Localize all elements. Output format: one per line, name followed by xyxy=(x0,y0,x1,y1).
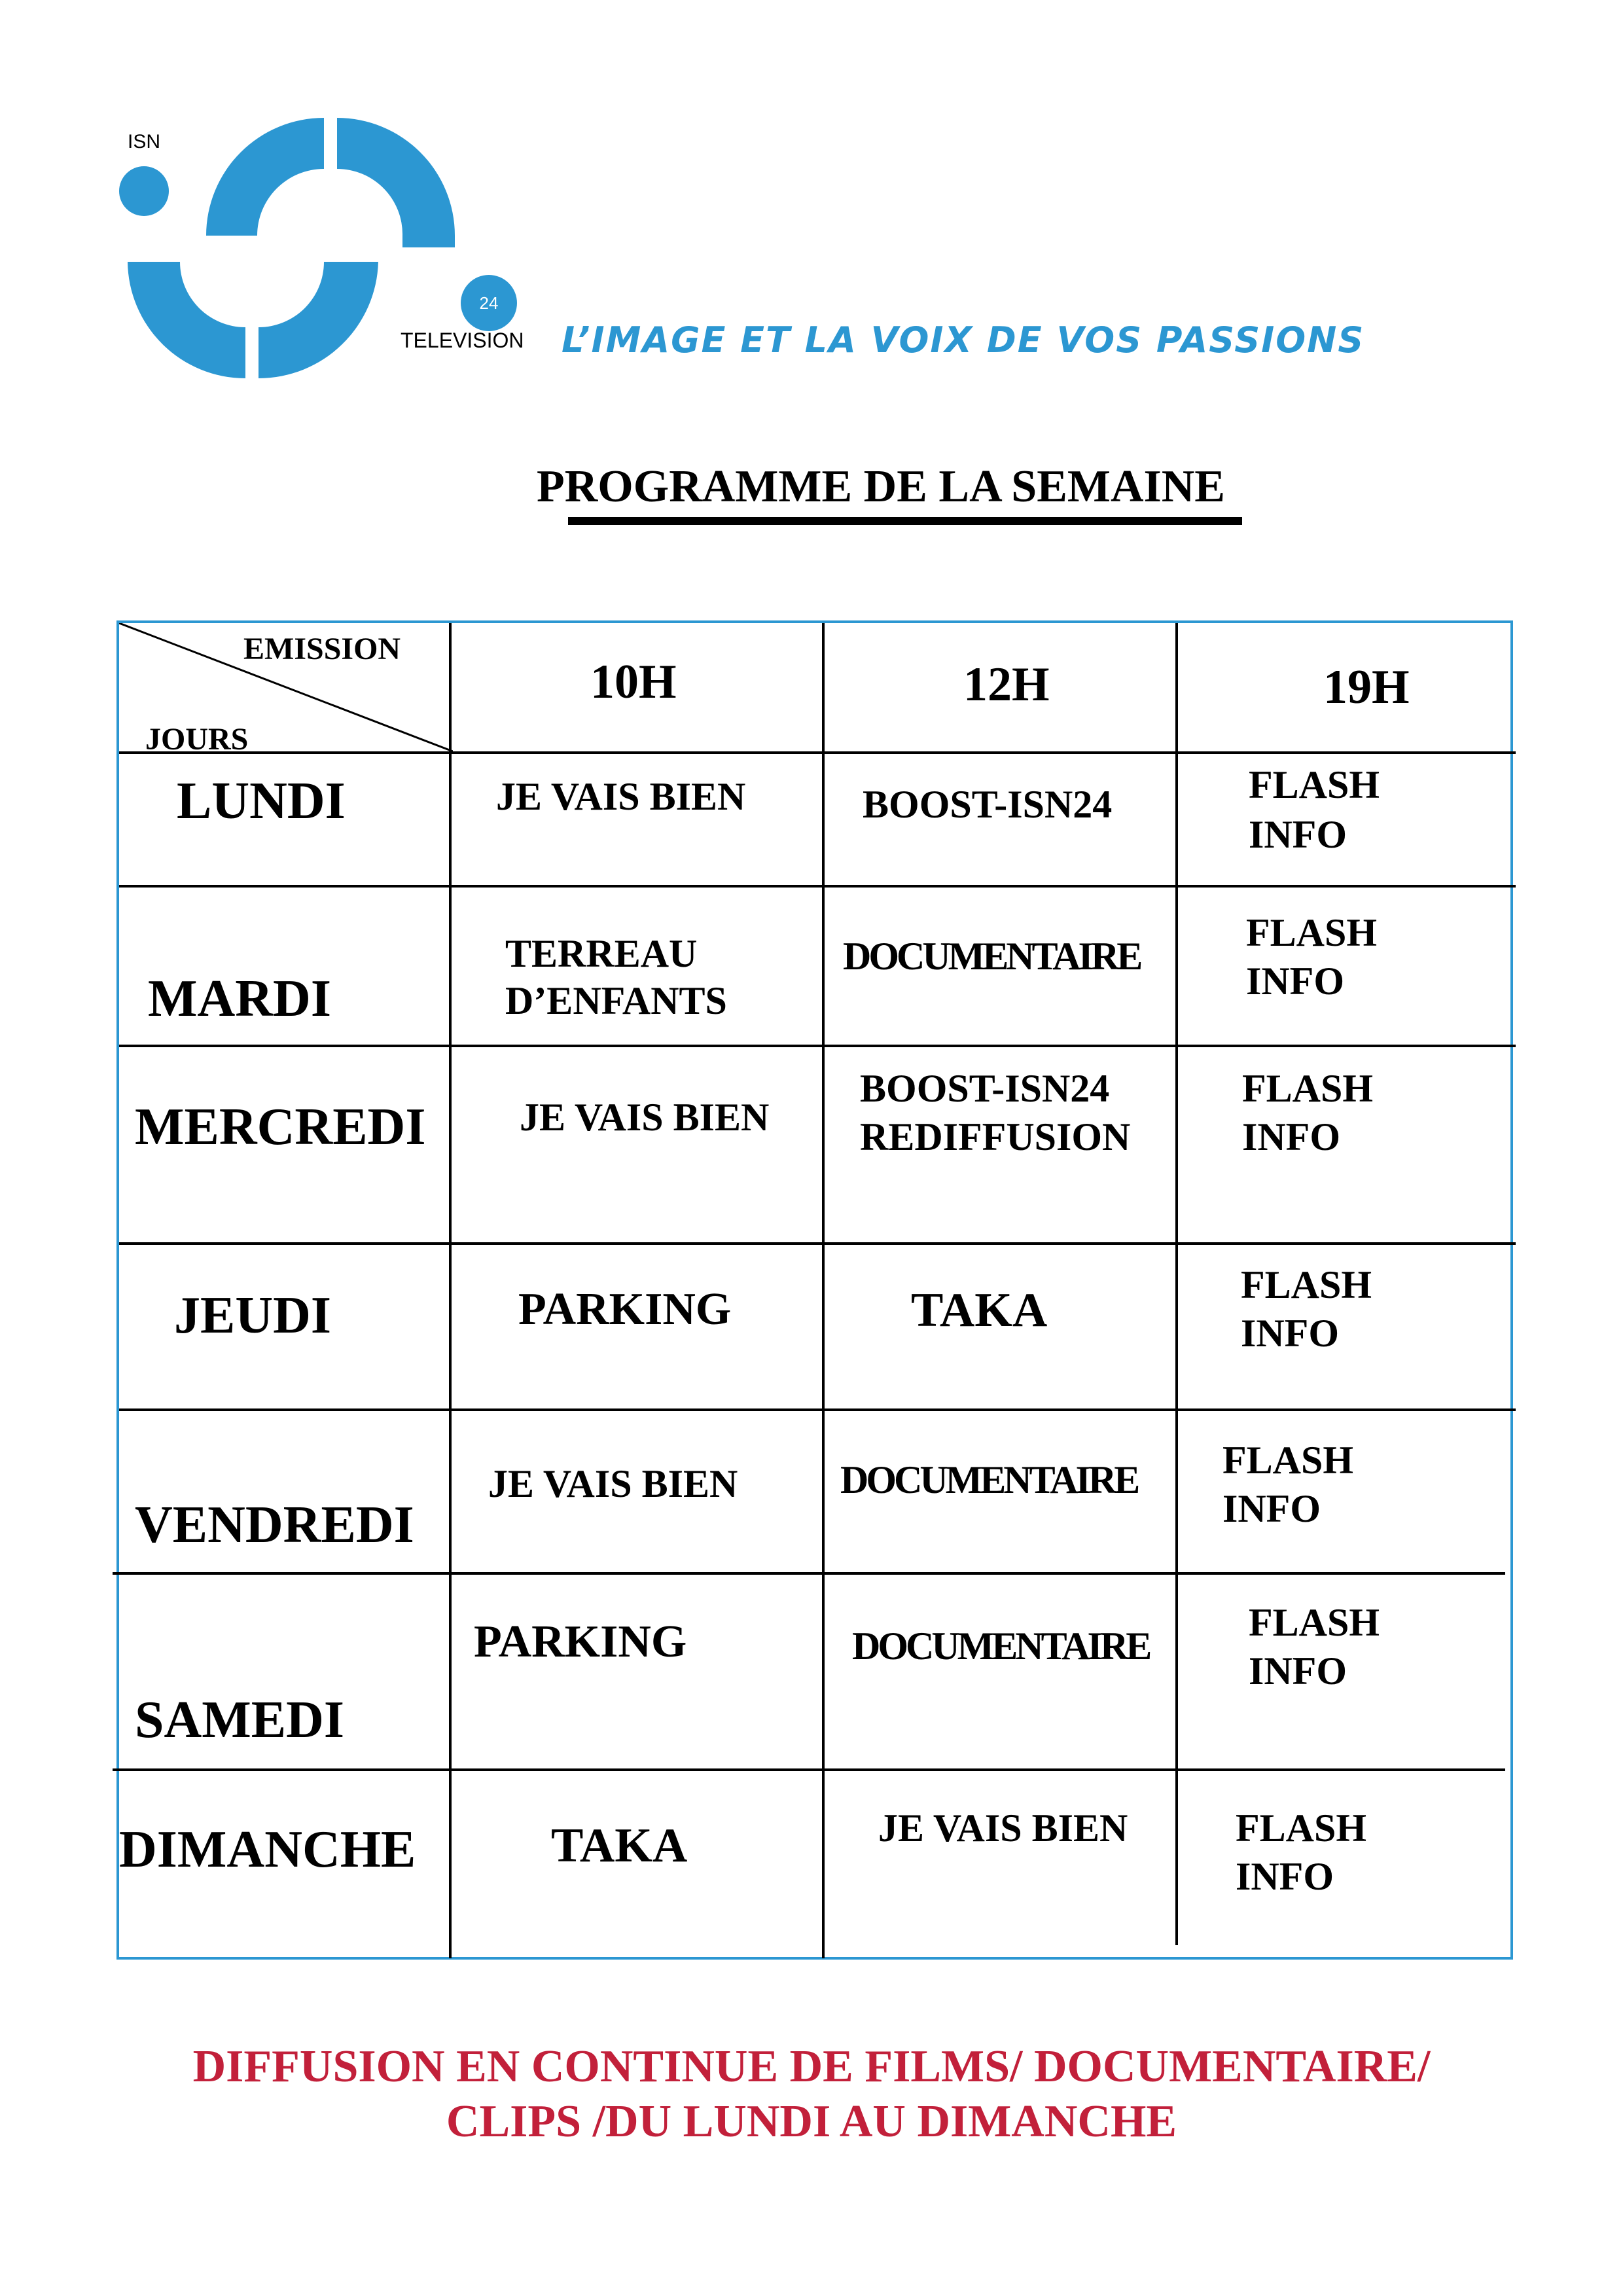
program-cell: INFO xyxy=(1236,1855,1334,1898)
program-cell: PARKING xyxy=(518,1284,732,1335)
program-cell: TAKA xyxy=(551,1819,688,1873)
col-divider-1 xyxy=(449,623,452,1958)
row-divider xyxy=(119,885,1516,888)
program-cell: INFO xyxy=(1222,1487,1321,1530)
day-vendredi: VENDREDI xyxy=(135,1496,414,1554)
corner-jours-label: JOURS xyxy=(145,722,249,757)
logo-24-badge: 24 xyxy=(461,275,517,331)
row-divider xyxy=(119,751,1516,754)
program-cell: FLASH xyxy=(1246,911,1378,954)
day-dimanche: DIMANCHE xyxy=(119,1821,416,1878)
corner-emission-label: EMISSION xyxy=(243,632,401,666)
hour-header-19h: 19H xyxy=(1323,660,1410,714)
program-cell: D’ENFANTS xyxy=(505,979,727,1022)
program-cell: PARKING xyxy=(474,1617,687,1667)
program-cell: INFO xyxy=(1241,1312,1339,1355)
hour-header-10h: 10H xyxy=(590,655,677,709)
row-divider xyxy=(113,1572,1505,1575)
program-cell: TERREAU xyxy=(505,932,698,975)
program-cell: DOCUMENTAIRE xyxy=(852,1624,1150,1668)
day-samedi: SAMEDI xyxy=(135,1691,345,1749)
program-cell: DOCUMENTAIRE xyxy=(843,935,1141,978)
isn-logo-graphic xyxy=(105,105,530,399)
program-cell: REDIFFUSION xyxy=(860,1115,1131,1158)
program-cell: JE VAIS BIEN xyxy=(520,1096,770,1139)
row-divider xyxy=(119,1045,1516,1047)
program-cell: INFO xyxy=(1242,1115,1340,1158)
program-cell: JE VAIS BIEN xyxy=(878,1806,1128,1850)
col-divider-2 xyxy=(822,623,825,1958)
col-divider-3 xyxy=(1175,623,1178,1945)
row-divider xyxy=(119,1408,1516,1411)
logo-arc-left xyxy=(128,262,245,378)
slogan: L’IMAGE ET LA VOIX DE VOS PASSIONS xyxy=(562,319,1365,361)
program-cell: FLASH xyxy=(1242,1067,1374,1110)
row-divider xyxy=(113,1768,1505,1771)
program-cell: BOOST-ISN24 xyxy=(860,1067,1110,1110)
day-jeudi: JEUDI xyxy=(174,1287,332,1344)
row-divider xyxy=(119,1242,1516,1245)
program-cell: DOCUMENTAIRE xyxy=(840,1458,1138,1501)
logo-dot xyxy=(119,166,169,216)
program-cell: TAKA xyxy=(911,1283,1048,1337)
logo-isn-label: ISN xyxy=(128,131,161,152)
program-cell: FLASH xyxy=(1241,1263,1372,1306)
footer-line-1: DIFFUSION EN CONTINUE DE FILMS/ DOCUMENTAIRE/ xyxy=(192,2041,1431,2092)
logo-arc-top-right xyxy=(337,118,455,247)
program-cell: INFO xyxy=(1249,1649,1347,1693)
day-mercredi: MERCREDI xyxy=(135,1098,426,1156)
logo-television-label: TELEVISION xyxy=(401,329,524,352)
program-cell: INFO xyxy=(1246,960,1344,1003)
program-cell: FLASH xyxy=(1236,1806,1367,1850)
program-cell: INFO xyxy=(1249,813,1347,856)
title-underline xyxy=(568,517,1242,525)
program-cell: FLASH xyxy=(1249,763,1380,806)
day-lundi: LUNDI xyxy=(177,772,346,830)
logo-arc-top-left xyxy=(206,118,324,236)
hour-header-12h: 12H xyxy=(963,658,1050,711)
program-cell: JE VAIS BIEN xyxy=(488,1462,738,1505)
logo-arc-middle xyxy=(259,262,378,378)
program-cell: BOOST-ISN24 xyxy=(863,783,1113,826)
program-cell: FLASH xyxy=(1249,1601,1380,1644)
day-mardi: MARDI xyxy=(148,970,331,1028)
page-title: PROGRAMME DE LA SEMAINE xyxy=(537,461,1225,512)
footer-line-2: CLIPS /DU LUNDI AU DIMANCHE xyxy=(446,2096,1177,2147)
schedule-table xyxy=(116,620,1513,1960)
program-cell: JE VAIS BIEN xyxy=(496,775,746,818)
program-cell: FLASH xyxy=(1222,1439,1354,1482)
